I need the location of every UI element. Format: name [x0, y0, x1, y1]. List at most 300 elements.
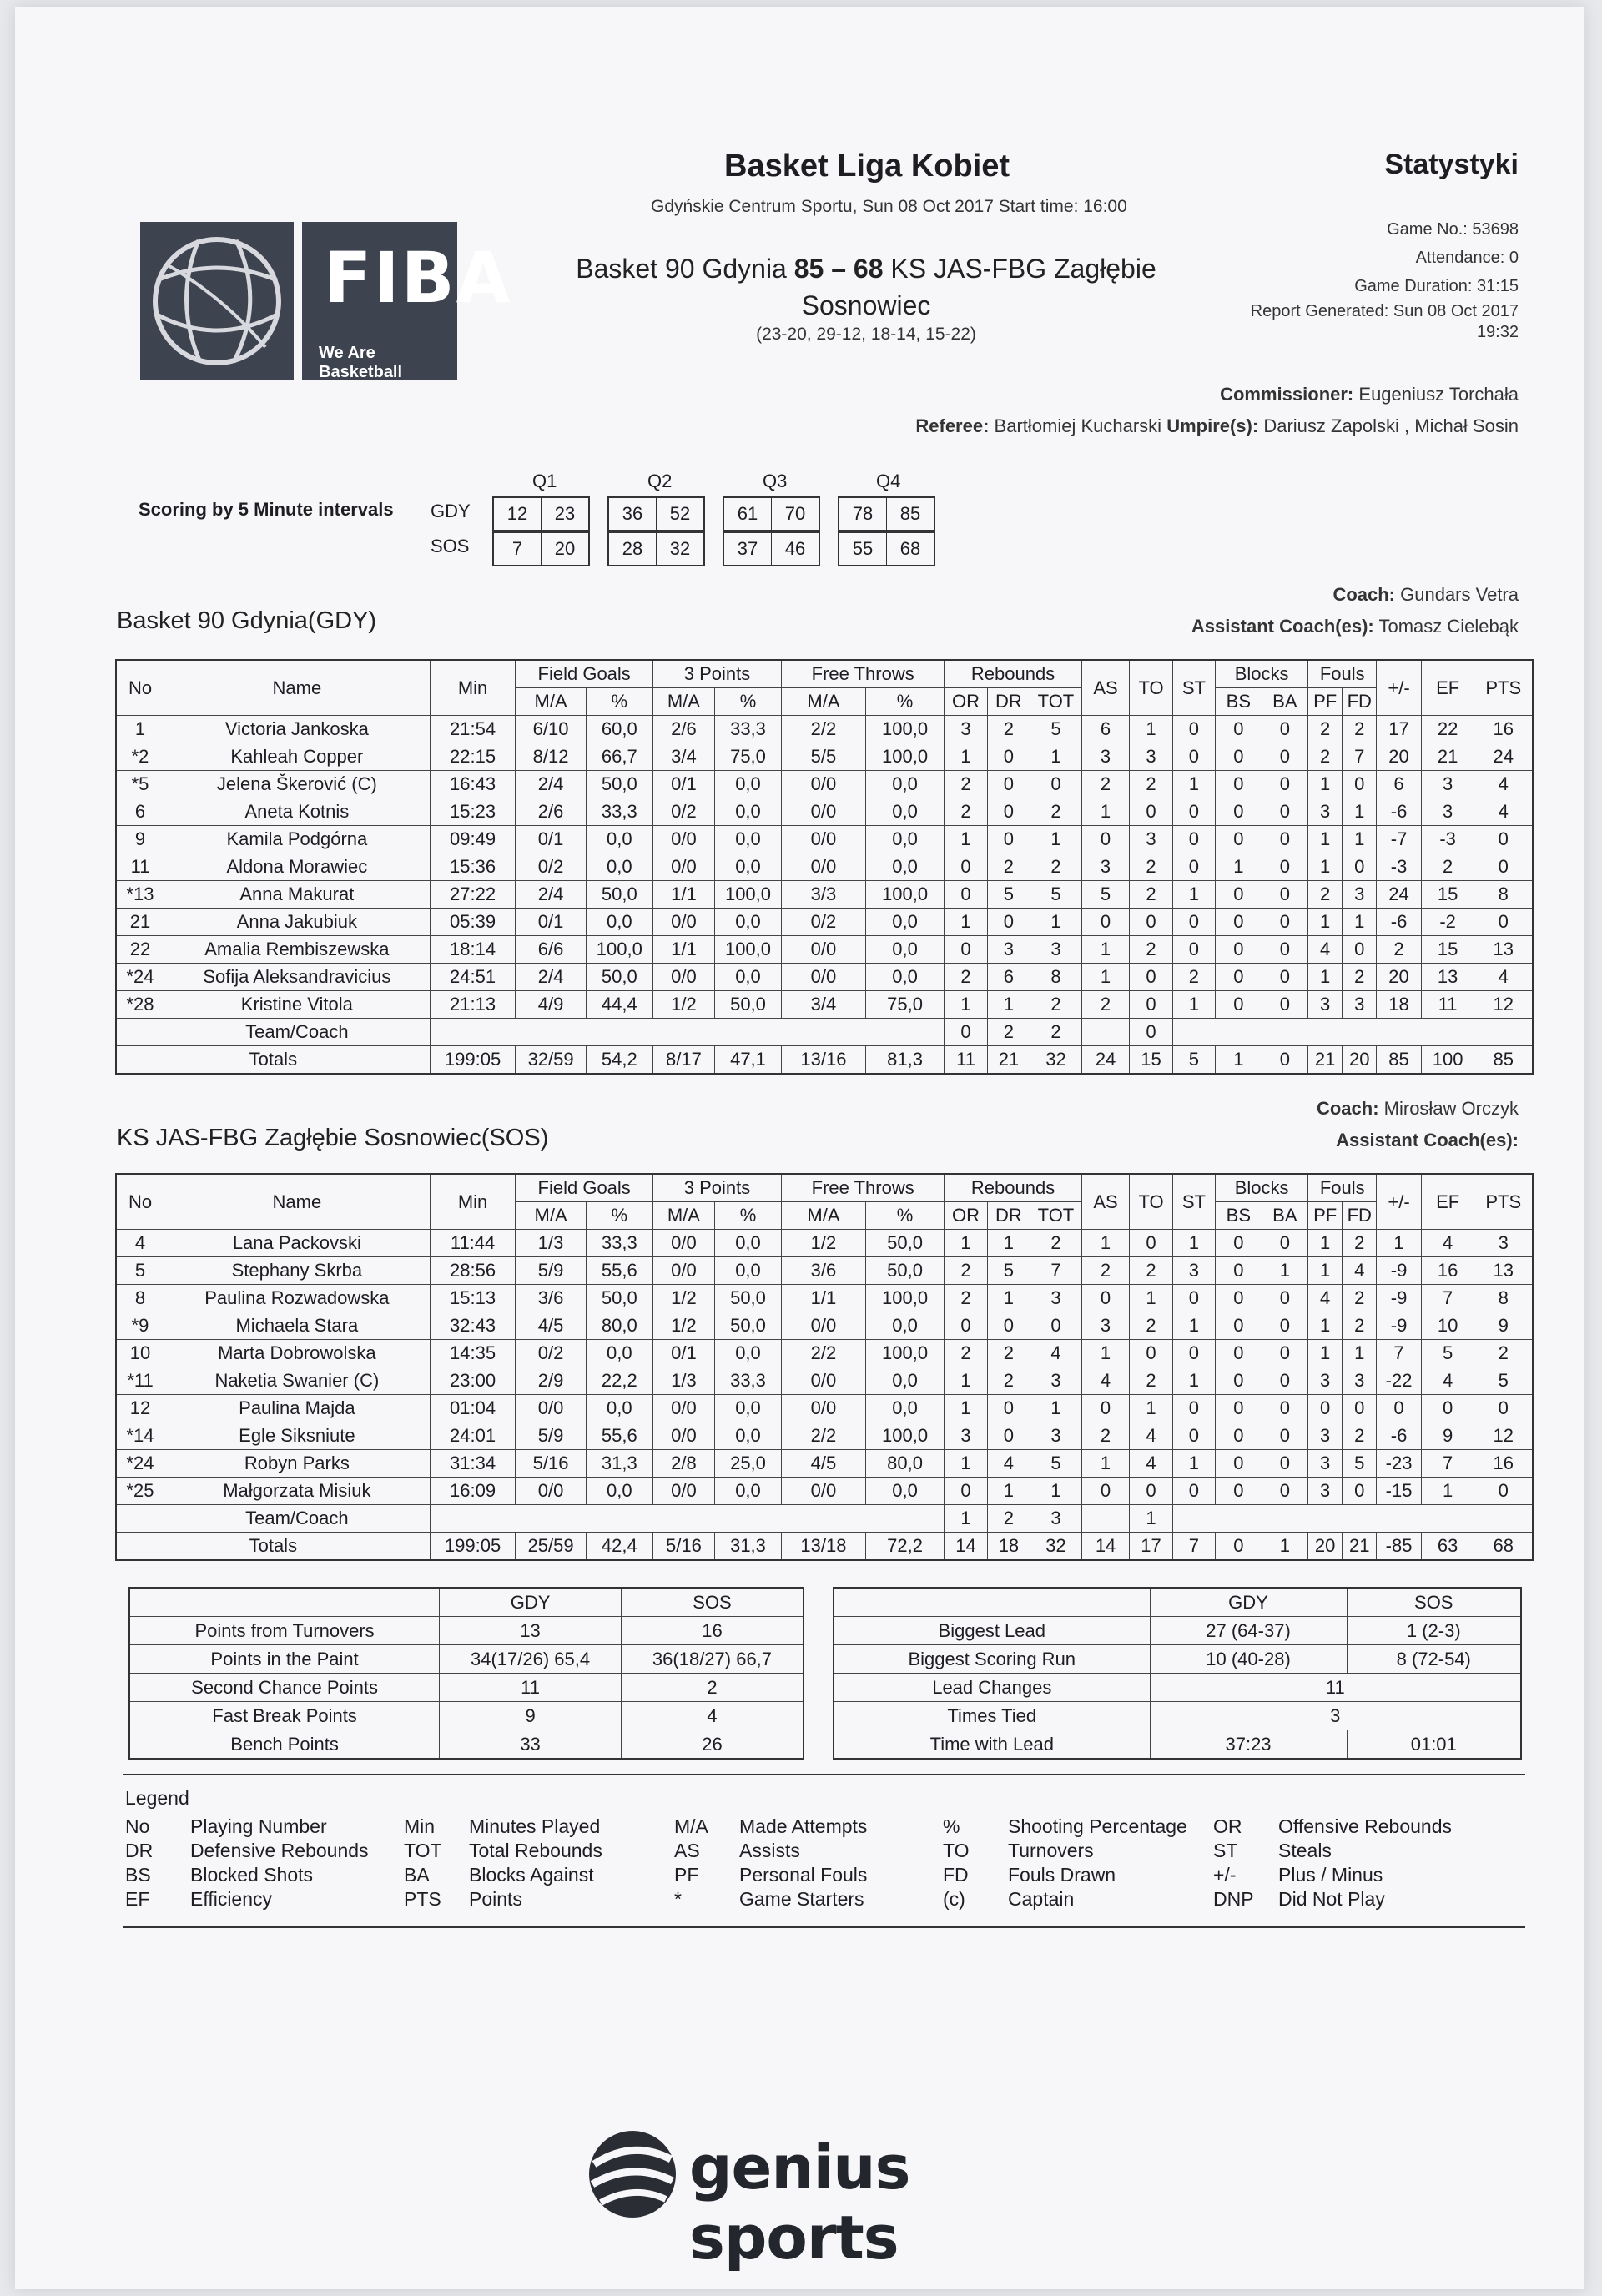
cell-fg-ma: 4/5: [516, 1312, 586, 1340]
col-field-goals: Field Goals: [516, 1174, 652, 1202]
cell-tp-ma: 0/0: [652, 826, 714, 853]
cell-dr: 0: [987, 798, 1030, 826]
cell-no: [116, 1019, 164, 1046]
cell-ba: 0: [1262, 1422, 1308, 1450]
coach-label: Coach:: [1316, 1098, 1379, 1119]
cell-bs: 0: [1216, 1312, 1262, 1340]
cell-ft-pct: 0,0: [865, 1478, 945, 1505]
cell-to: 2: [1130, 1257, 1172, 1285]
cell-tp-ma: 1/2: [652, 1285, 714, 1312]
cell-bs: 0: [1216, 909, 1262, 936]
cell-pts: 4: [1474, 771, 1533, 798]
cell-st: 1: [1172, 1230, 1215, 1257]
cell-dr: 3: [987, 936, 1030, 964]
scoring-box-sos-q2: [607, 531, 705, 566]
cell-dr: 4: [987, 1450, 1030, 1478]
cell-total-ft-pct: 72,2: [865, 1533, 945, 1561]
cell-fg-ma: 3/6: [516, 1285, 586, 1312]
summary-row: [834, 1702, 1521, 1730]
cell-ef: 22: [1421, 716, 1474, 743]
cell-dr: 1: [987, 1478, 1030, 1505]
cell-total-min: 199:05: [430, 1046, 516, 1075]
legend-abbr: TOT: [404, 1840, 442, 1861]
cell-fg-pct: 0,0: [586, 1478, 652, 1505]
cell-ba: 0: [1262, 909, 1308, 936]
score-cell: 23: [554, 503, 576, 524]
cell-no: *11: [116, 1367, 164, 1395]
fiba-text: FIBA: [324, 237, 512, 319]
cell-dr: 0: [987, 826, 1030, 853]
cell-total-ef: 63: [1421, 1533, 1474, 1561]
scoring-box-sos-q1: [492, 531, 590, 566]
scoring-team-sos: SOS: [431, 536, 470, 556]
home-score: 85: [793, 254, 824, 284]
player-row: [116, 1367, 1533, 1395]
cell-bs: 0: [1216, 936, 1262, 964]
cell-fg-ma: 0/1: [516, 909, 586, 936]
legend-desc: Playing Number: [190, 1815, 327, 1837]
cell-st: 1: [1172, 1367, 1215, 1395]
legend-desc: Made Attempts: [739, 1815, 868, 1837]
cell-min: 18:14: [430, 936, 516, 964]
cell-dr: 0: [987, 1395, 1030, 1422]
cell-plus-minus: 20: [1377, 743, 1421, 771]
cell-tp-ma: 0/0: [652, 1395, 714, 1422]
cell-pts: 0: [1474, 909, 1533, 936]
cell-fd: 1: [1343, 909, 1377, 936]
cell-total-fg-pct: 42,4: [586, 1533, 652, 1561]
cell-pts: 8: [1474, 881, 1533, 909]
cell-ft-pct: 80,0: [865, 1450, 945, 1478]
game-info: [1251, 215, 1519, 342]
cell-ft-ma: 0/0: [782, 1478, 866, 1505]
cell-totals-label: Totals: [116, 1046, 430, 1075]
cell-min: 24:51: [430, 964, 516, 991]
col-plus-minus: +/-: [1377, 1174, 1421, 1230]
cell-ft-ma: 0/0: [782, 1312, 866, 1340]
cell-to: 3: [1130, 826, 1172, 853]
legend-abbr: No: [125, 1815, 150, 1837]
commissioner: [1220, 384, 1519, 405]
player-row: [116, 1395, 1533, 1422]
assistant-label: Assistant Coach(es):: [1336, 1130, 1519, 1151]
cell-min: 15:36: [430, 853, 516, 881]
legend-desc: Offensive Rebounds: [1278, 1815, 1452, 1837]
cell-no: 12: [116, 1395, 164, 1422]
cell-pf: 2: [1308, 881, 1343, 909]
cell-tot: 2: [1030, 798, 1082, 826]
col-min: Min: [430, 1174, 516, 1230]
summary-value: 3: [1150, 1702, 1521, 1730]
header-row: [116, 660, 1533, 688]
col-as: AS: [1081, 660, 1130, 716]
cell-as: 4: [1081, 1367, 1130, 1395]
cell-ft-ma: 0/0: [782, 798, 866, 826]
summary-head-sos: SOS: [1347, 1588, 1521, 1617]
player-row: [116, 909, 1533, 936]
cell-fd: 2: [1343, 964, 1377, 991]
legend-abbr: AS: [674, 1840, 700, 1861]
summary-value-gdy: 9: [440, 1702, 622, 1730]
cell-fg-pct: 0,0: [586, 853, 652, 881]
cell-name: Amalia Rembiszewska: [164, 936, 431, 964]
cell-to: 2: [1130, 881, 1172, 909]
cell-min: 31:34: [430, 1450, 516, 1478]
cell-blank: [1172, 1019, 1533, 1046]
cell-ba: 0: [1262, 1450, 1308, 1478]
cell-fd: 2: [1343, 716, 1377, 743]
cell-to: 1: [1130, 1505, 1172, 1533]
cell-dr: 2: [987, 853, 1030, 881]
cell-pts: 13: [1474, 1257, 1533, 1285]
cell-plus-minus: -7: [1377, 826, 1421, 853]
fiba-logo: [140, 222, 512, 381]
cell-ft-ma: 3/6: [782, 1257, 866, 1285]
cell-ba: 0: [1262, 1340, 1308, 1367]
legend-desc: Turnovers: [1008, 1840, 1094, 1861]
player-row: [116, 1450, 1533, 1478]
cell-as: 2: [1081, 771, 1130, 798]
cell-tp-pct: 25,0: [714, 1450, 781, 1478]
cell-bs: 0: [1216, 771, 1262, 798]
cell-or: 3: [945, 716, 987, 743]
summary-row: [834, 1617, 1521, 1645]
cell-fg-pct: 0,0: [586, 1395, 652, 1422]
cell-name: Marta Dobrowolska: [164, 1340, 431, 1367]
cell-or: 2: [945, 1285, 987, 1312]
legend-abbr: PTS: [404, 1888, 441, 1910]
cell-pf: 1: [1308, 1340, 1343, 1367]
cell-tp-pct: 0,0: [714, 1478, 781, 1505]
cell-dr: 2: [987, 1367, 1030, 1395]
cell-total-fg-ma: 32/59: [516, 1046, 586, 1075]
summary-corner: [129, 1588, 440, 1617]
cell-tp-pct: 50,0: [714, 1285, 781, 1312]
legend-desc: Blocked Shots: [190, 1864, 314, 1886]
col-pct: %: [714, 688, 781, 716]
scoring-box-gdy-q1: [492, 496, 590, 531]
summary-label: Bench Points: [129, 1730, 440, 1760]
cell-ba: 0: [1262, 716, 1308, 743]
cell-ft-ma: 0/0: [782, 964, 866, 991]
summary-row: [129, 1645, 804, 1674]
cell-pts: 12: [1474, 1422, 1533, 1450]
cell-pts: 2: [1474, 1340, 1533, 1367]
cell-total-ft-pct: 81,3: [865, 1046, 945, 1075]
cell-ft-ma: 1/2: [782, 1230, 866, 1257]
cell-bs: 0: [1216, 1367, 1262, 1395]
legend-abbr: DR: [125, 1840, 154, 1861]
totals-row: [116, 1046, 1533, 1075]
cell-total-st: 5: [1172, 1046, 1215, 1075]
cell-dr: 1: [987, 991, 1030, 1019]
score-cell: 68: [899, 538, 921, 559]
cell-to: 2: [1130, 771, 1172, 798]
cell-tp-ma: 1/1: [652, 881, 714, 909]
legend-desc: Defensive Rebounds: [190, 1840, 369, 1861]
summary-value-sos: 01:01: [1347, 1730, 1521, 1760]
cell-pf: 1: [1308, 909, 1343, 936]
cell-fd: 0: [1343, 1395, 1377, 1422]
cell-or: 1: [945, 743, 987, 771]
cell-total-fd: 20: [1343, 1046, 1377, 1075]
cell-bs: 0: [1216, 1340, 1262, 1367]
cell-min: 24:01: [430, 1422, 516, 1450]
cell-min: 11:44: [430, 1230, 516, 1257]
col-tot: TOT: [1030, 1202, 1082, 1230]
officials: [915, 415, 1519, 437]
col-pct: %: [586, 1202, 652, 1230]
cell-tot: 1: [1030, 1478, 1082, 1505]
cell-total-pts: 85: [1474, 1046, 1533, 1075]
legend-abbr: +/-: [1213, 1864, 1237, 1886]
cell-st: 0: [1172, 743, 1215, 771]
score-cell: 28: [609, 533, 657, 565]
cell-total-tp-pct: 47,1: [714, 1046, 781, 1075]
cell-no: *28: [116, 991, 164, 1019]
cell-fg-pct: 50,0: [586, 771, 652, 798]
cell-ft-ma: 2/2: [782, 716, 866, 743]
col-min: Min: [430, 660, 516, 716]
cell-tot: 8: [1030, 964, 1082, 991]
cell-total-tot: 32: [1030, 1533, 1082, 1561]
cell-total-plus-minus: 85: [1377, 1046, 1421, 1075]
legend-desc: Blocks Against: [469, 1864, 594, 1886]
basketball-icon: [140, 222, 294, 380]
legend-desc: Total Rebounds: [469, 1840, 602, 1861]
cell-fd: 2: [1343, 1285, 1377, 1312]
col-ma: M/A: [516, 1202, 586, 1230]
legend-desc: Steals: [1278, 1840, 1332, 1861]
cell-total-bs: 1: [1216, 1046, 1262, 1075]
cell-dr: 0: [987, 909, 1030, 936]
cell-plus-minus: -15: [1377, 1478, 1421, 1505]
cell-fg-ma: 8/12: [516, 743, 586, 771]
cell-st: 0: [1172, 1422, 1215, 1450]
cell-tot: 5: [1030, 881, 1082, 909]
cell-total-tp-pct: 31,3: [714, 1533, 781, 1561]
cell-to: 2: [1130, 1367, 1172, 1395]
cell-pf: 1: [1308, 1257, 1343, 1285]
legend-abbr: FD: [943, 1864, 969, 1886]
cell-ft-ma: 4/5: [782, 1450, 866, 1478]
cell-dr: 0: [987, 1422, 1030, 1450]
cell-ef: 7: [1421, 1450, 1474, 1478]
summary-value-sos: 26: [621, 1730, 804, 1760]
col-bs: BS: [1216, 1202, 1262, 1230]
cell-tot: 2: [1030, 853, 1082, 881]
cell-total-pts: 68: [1474, 1533, 1533, 1561]
cell-dr: 0: [987, 1312, 1030, 1340]
cell-no: *13: [116, 881, 164, 909]
cell-total-ba: 0: [1262, 1046, 1308, 1075]
cell-dr: 2: [987, 1340, 1030, 1367]
cell-fg-ma: 0/2: [516, 1340, 586, 1367]
cell-fg-ma: 5/9: [516, 1257, 586, 1285]
col-or: OR: [945, 1202, 987, 1230]
legend-title: Legend: [125, 1787, 189, 1809]
cell-fg-pct: 50,0: [586, 964, 652, 991]
cell-tp-pct: 0,0: [714, 826, 781, 853]
cell-ft-pct: 100,0: [865, 716, 945, 743]
col-pf: PF: [1308, 688, 1343, 716]
cell-tp-pct: 0,0: [714, 1395, 781, 1422]
cell-tot: 2: [1030, 991, 1082, 1019]
genius-sports-text: genius sports: [689, 2132, 910, 2273]
cell-tp-ma: 0/0: [652, 1257, 714, 1285]
player-row: [116, 771, 1533, 798]
cell-no: 1: [116, 716, 164, 743]
col-ma: M/A: [782, 688, 866, 716]
cell-total-fg-ma: 25/59: [516, 1533, 586, 1561]
cell-no: *24: [116, 1450, 164, 1478]
cell-plus-minus: -22: [1377, 1367, 1421, 1395]
cell-or: 1: [945, 1505, 987, 1533]
cell-ft-ma: 0/0: [782, 771, 866, 798]
cell-ft-pct: 100,0: [865, 743, 945, 771]
cell-plus-minus: -9: [1377, 1285, 1421, 1312]
summary-value-gdy: 37:23: [1150, 1730, 1347, 1760]
cell-fg-pct: 0,0: [586, 1340, 652, 1367]
col-name: Name: [164, 660, 431, 716]
cell-as: 0: [1081, 1395, 1130, 1422]
player-row: [116, 1230, 1533, 1257]
col-field-goals: Field Goals: [516, 660, 652, 688]
cell-ef: 7: [1421, 1285, 1474, 1312]
cell-as: 6: [1081, 716, 1130, 743]
cell-tp-pct: 0,0: [714, 1230, 781, 1257]
cell-pts: 0: [1474, 826, 1533, 853]
cell-fg-pct: 66,7: [586, 743, 652, 771]
summary-row: [834, 1674, 1521, 1702]
cell-name: Anna Makurat: [164, 881, 431, 909]
cell-st: 0: [1172, 909, 1215, 936]
cell-ef: 10: [1421, 1312, 1474, 1340]
legend-abbr: *: [674, 1888, 682, 1910]
cell-ba: 0: [1262, 826, 1308, 853]
team2-stats-table: [115, 1173, 1534, 1561]
cell-tp-ma: 1/3: [652, 1367, 714, 1395]
cell-plus-minus: 17: [1377, 716, 1421, 743]
legend-abbr: ST: [1213, 1840, 1238, 1861]
cell-min: 16:09: [430, 1478, 516, 1505]
score-cell: 85: [899, 503, 921, 524]
cell-ef: 16: [1421, 1257, 1474, 1285]
cell-as: 0: [1081, 826, 1130, 853]
score-cell: 32: [669, 538, 691, 559]
legend-abbr: BS: [125, 1864, 151, 1886]
cell-ft-pct: 100,0: [865, 1422, 945, 1450]
summary-header: [129, 1588, 804, 1617]
col-pct: %: [714, 1202, 781, 1230]
cell-fd: 1: [1343, 1340, 1377, 1367]
cell-name: Kamila Podgórna: [164, 826, 431, 853]
cell-pf: 1: [1308, 1230, 1343, 1257]
cell-pf: 3: [1308, 1367, 1343, 1395]
cell-fg-ma: 2/4: [516, 771, 586, 798]
cell-ft-pct: 0,0: [865, 936, 945, 964]
team2-name: KS JAS-FBG Zagłębie Sosnowiec(SOS): [117, 1125, 549, 1151]
cell-name: Kahleah Copper: [164, 743, 431, 771]
cell-tot: 3: [1030, 1422, 1082, 1450]
legend-abbr: PF: [674, 1864, 699, 1886]
scoring-team-gdy: GDY: [431, 501, 471, 521]
cell-no: *5: [116, 771, 164, 798]
cell-bs: 0: [1216, 964, 1262, 991]
away-score: 68: [853, 254, 884, 284]
cell-tot: 1: [1030, 1395, 1082, 1422]
legend-abbr: OR: [1213, 1815, 1242, 1837]
cell-fg-pct: 50,0: [586, 881, 652, 909]
cell-fg-ma: 5/16: [516, 1450, 586, 1478]
cell-to: 4: [1130, 1422, 1172, 1450]
cell-plus-minus: -9: [1377, 1312, 1421, 1340]
cell-total-tp-ma: 5/16: [652, 1533, 714, 1561]
cell-total-to: 17: [1130, 1533, 1172, 1561]
cell-to: 2: [1130, 853, 1172, 881]
cell-no: 5: [116, 1257, 164, 1285]
cell-st: 0: [1172, 1340, 1215, 1367]
coach-name: Mirosław Orczyk: [1383, 1098, 1519, 1119]
cell-as: 5: [1081, 881, 1130, 909]
summary-label: Time with Lead: [834, 1730, 1150, 1760]
cell-pf: 1: [1308, 771, 1343, 798]
cell-as: 0: [1081, 1478, 1130, 1505]
cell-pts: 12: [1474, 991, 1533, 1019]
summary-row: [834, 1645, 1521, 1674]
cell-min: 15:23: [430, 798, 516, 826]
cell-min: 27:22: [430, 881, 516, 909]
col-ma: M/A: [652, 1202, 714, 1230]
q1-label: Q1: [532, 471, 557, 491]
cell-st: 0: [1172, 1478, 1215, 1505]
cell-fg-ma: 0/0: [516, 1395, 586, 1422]
scoring-box-gdy-q3: [723, 496, 820, 531]
team2-coach: [1317, 1098, 1519, 1120]
cell-tp-pct: 0,0: [714, 771, 781, 798]
cell-dr: 1: [987, 1230, 1030, 1257]
summary-label: Fast Break Points: [129, 1702, 440, 1730]
cell-tot: 0: [1030, 771, 1082, 798]
cell-bs: 0: [1216, 826, 1262, 853]
player-row: [116, 1340, 1533, 1367]
col-as: AS: [1081, 1174, 1130, 1230]
summary-value-sos: 1 (2-3): [1347, 1617, 1521, 1645]
cell-fg-pct: 22,2: [586, 1367, 652, 1395]
summary-row: [129, 1674, 804, 1702]
cell-pts: 4: [1474, 964, 1533, 991]
cell-st: 0: [1172, 826, 1215, 853]
cell-no: 4: [116, 1230, 164, 1257]
summary-value-sos: 4: [621, 1702, 804, 1730]
score-cell: 61: [724, 498, 772, 530]
cell-ef: 4: [1421, 1367, 1474, 1395]
team1-stats-table: [115, 659, 1534, 1075]
scoring-box-gdy-q2: [607, 496, 705, 531]
cell-tot: 4: [1030, 1340, 1082, 1367]
divider-bottom: [123, 1926, 1525, 1928]
col-rebounds: Rebounds: [945, 1174, 1081, 1202]
league-title: Basket Liga Kobiet: [724, 149, 1010, 184]
cell-fd: 5: [1343, 1450, 1377, 1478]
summary-head-gdy: GDY: [440, 1588, 622, 1617]
cell-no: 9: [116, 826, 164, 853]
cell-min: 21:13: [430, 991, 516, 1019]
col-blocks: Blocks: [1216, 660, 1308, 688]
cell-ft-ma: 2/2: [782, 1340, 866, 1367]
cell-no: 11: [116, 853, 164, 881]
cell-ft-ma: 0/0: [782, 826, 866, 853]
